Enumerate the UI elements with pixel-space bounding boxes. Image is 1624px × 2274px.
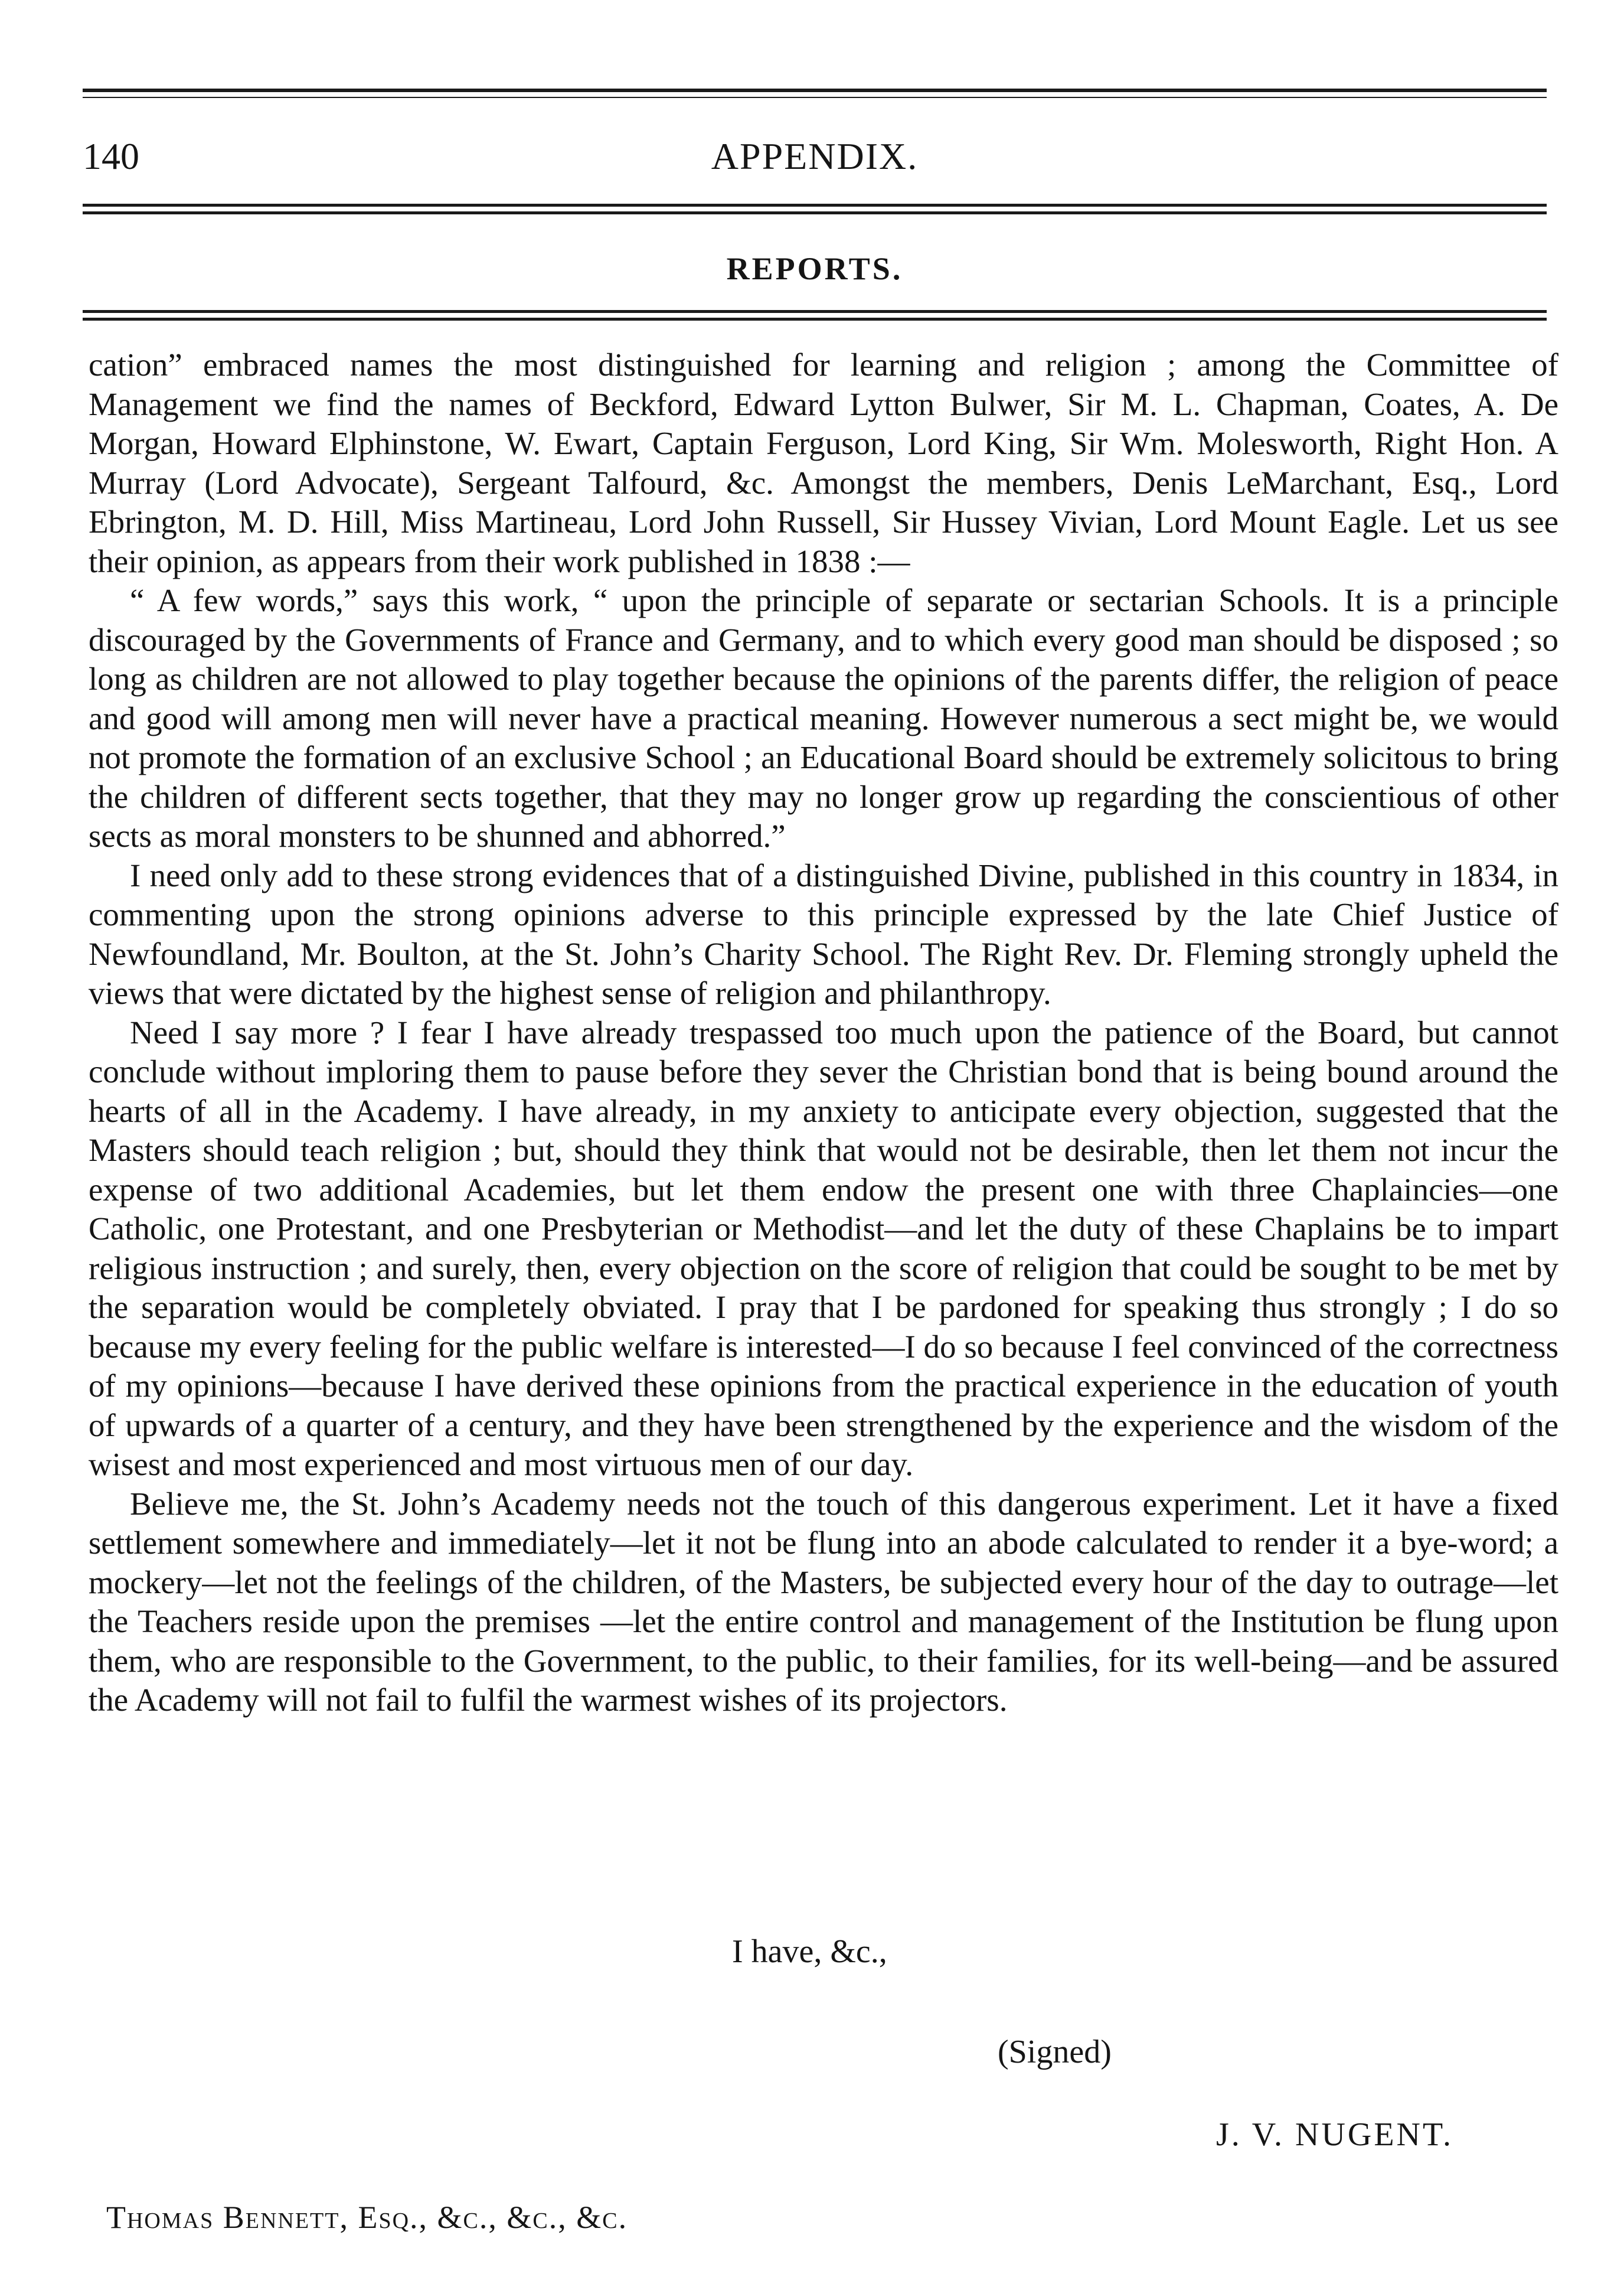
paragraph: I need only add to these strong evidences that of a distinguished Divine, published in this country in 1834, in commenting upon the strong opinions adverse to this principle expressed by the late Chief Justice of Newfoundland, Mr. Boulton, at the St. John’s Charity School. The Right Rev. Dr. Fleming strongly upheld the views that were dictated by the highest sense of religion and philanthropy. bbox=[89, 857, 1558, 1011]
signature-name: J. V. NUGENT. bbox=[1216, 2116, 1454, 2153]
top-rule bbox=[83, 89, 1547, 92]
body-text bbox=[89, 345, 1558, 1720]
page-number: 140 bbox=[83, 135, 139, 177]
running-head bbox=[83, 130, 1547, 183]
section-title: REPORTS. bbox=[726, 251, 903, 286]
paragraph: cation” embraced names the most distinguished for learning and religion ; among the Committee of Management we find the names of Beckford, Edward Lytton Bulwer, Sir M. L. Chapman, Coates, A. De Morgan, Howard Elphinstone, W. Ewart, Captain Ferguson, Lord King, Sir Wm. Molesworth, Right Hon. A Murray (Lord Advocate), Sergeant Talfourd, &c. Amongst the members, Denis LeMarchant, Esq., Lord Ebrington, M. D. Hill, Miss Martineau, Lord John Russell, Sir Hussey Vivian, Lord Mount Eagle. Let us see their opinion, as appears from their work published in 1838 :— bbox=[89, 347, 1558, 579]
section-double-rule bbox=[83, 310, 1547, 321]
header-double-rule bbox=[83, 204, 1547, 214]
signed-label: (Signed) bbox=[998, 2034, 1112, 2070]
paragraph: Need I say more ? I fear I have already trespassed too much upon the patience of the Board, but cannot conclude without imploring them to pause before they sever the Christian bond that is being bound around the hearts of all in the Academy. I have already, in my anxiety to anticipate every objection, suggested that the Masters should teach religion ; but, should they think that would not be desirable, then let them not incur the expense of two additional Academies, but let them endow the present one with three Chaplaincies—one Catholic, one Protestant, and one Presbyterian or Methodist—and let the duty of these Chaplains be to impart religious instruction ; and surely, then, every objection on the score of religion that could be sought to be met by the separation would be completely obviated. I pray that I be pardoned for speaking thus strongly ; I do so because my every feeling for the public welfare is interested—I do so because I feel convinced of the correctness of my opinions—because I have derived these opinions from the practical experience in the education of youth of upwards of a quarter of a century, and they have been strengthened by the experience and the wisdom of the wisest and most experienced and most virtuous men of our day. bbox=[89, 1014, 1558, 1482]
addressee: Thomas Bennett, Esq., &c., &c., &c. bbox=[106, 2200, 628, 2235]
closing-salutation: I have, &c., bbox=[732, 1933, 887, 1970]
paragraph: “ A few words,” says this work, “ upon the principle of separate or sectarian Schools. It is a principle discouraged by the Governments of France and Germany, and to which every good man should be disposed ; so long as children are not allowed to play together because the opinions of the parents differ, the religion of peace and good will among men will never have a practical meaning. However numerous a sect might be, we would not promote the formation of an exclusive School ; an Educational Board should be extremely solicitous to bring the children of different sects together, that they may no longer grow up regarding the conscientious of other sects as moral monsters to be shunned and abhorred.” bbox=[89, 582, 1558, 854]
paragraph: Believe me, the St. John’s Academy needs not the touch of this dangerous experiment. Let it have a fixed settlement somewhere and immediately—let it not be flung into an abode calculated to render it a bye-word; a mockery—let not the feelings of the children, of the Masters, be subjected every hour of the day to outrage—let the Teachers reside upon the premises —let the entire control and management of the Institution be flung upon them, who are responsible to the Government, to the public, to their families, for its well-being—and be assured the Academy will not fail to fulfil the warmest wishes of its projectors. bbox=[89, 1485, 1558, 1718]
top-rule-thin bbox=[83, 97, 1547, 98]
running-head-title: APPENDIX. bbox=[711, 135, 919, 177]
